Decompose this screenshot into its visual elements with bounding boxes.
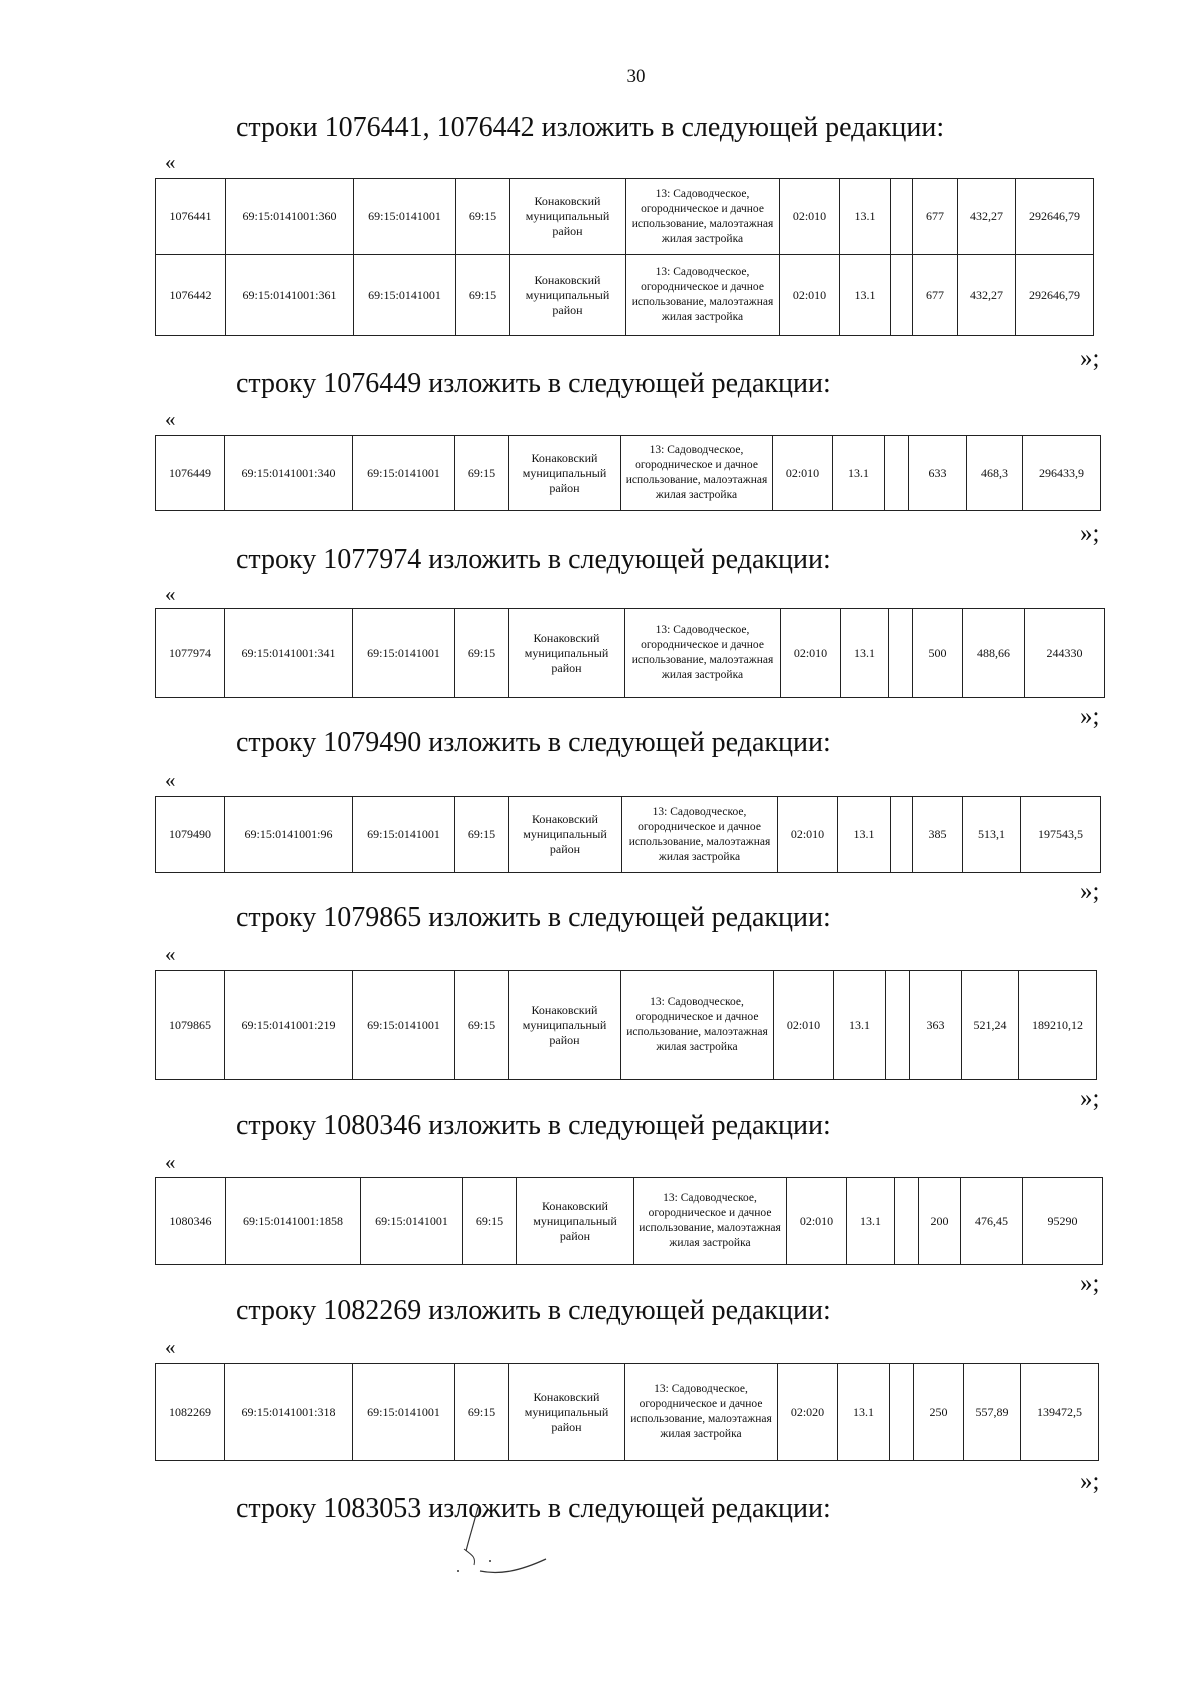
empty-cell bbox=[891, 179, 913, 255]
cadastral-value: 95290 bbox=[1023, 1178, 1103, 1265]
land-use: 13: Садоводческое, огородническое и дачное использование, малоэтажная жилая застройка bbox=[621, 971, 774, 1080]
land-use: 13: Садоводческое, огородническое и дачное использование, малоэтажная жилая застройка bbox=[626, 255, 780, 336]
section-heading: строку 1082269 изложить в следующей редакции: bbox=[236, 1295, 831, 1326]
cadastral-block: 69:15:0141001 bbox=[353, 609, 455, 698]
open-quote: « bbox=[165, 942, 176, 966]
section-heading: строку 1080346 изложить в следующей редакции: bbox=[236, 1110, 831, 1141]
cadastral-zone: 69:15 bbox=[456, 179, 510, 255]
row-number: 1079865 bbox=[156, 971, 225, 1080]
cadastral-zone: 69:15 bbox=[463, 1178, 517, 1265]
signature-scribble bbox=[450, 1505, 570, 1585]
group-code: 13.1 bbox=[834, 971, 886, 1080]
open-quote: « bbox=[165, 582, 176, 606]
area: 677 bbox=[913, 255, 958, 336]
land-use: 13: Садоводческое, огородническое и дачное использование, малоэтажная жилая застройка bbox=[621, 436, 773, 511]
area: 677 bbox=[913, 179, 958, 255]
cadastral-zone: 69:15 bbox=[455, 1364, 509, 1461]
unit-rate: 432,27 bbox=[958, 179, 1016, 255]
row-number: 1076442 bbox=[156, 255, 226, 336]
close-quote: »; bbox=[1080, 1468, 1100, 1495]
unit-rate: 468,3 bbox=[967, 436, 1023, 511]
cadastral-value: 292646,79 bbox=[1016, 179, 1094, 255]
close-quote: »; bbox=[1080, 1270, 1100, 1297]
district: Конаковский муниципальный район bbox=[517, 1178, 634, 1265]
page-number: 30 bbox=[626, 66, 646, 87]
land-use: 13: Садоводческое, огородническое и дачное использование, малоэтажная жилая застройка bbox=[625, 1364, 778, 1461]
land-use: 13: Садоводческое, огородническое и дачное использование, малоэтажная жилая застройка bbox=[634, 1178, 787, 1265]
cadastral-zone: 69:15 bbox=[456, 255, 510, 336]
cadastral-zone: 69:15 bbox=[455, 971, 509, 1080]
record-table bbox=[155, 608, 1105, 698]
row-number: 1079490 bbox=[156, 797, 225, 873]
record-table bbox=[155, 435, 1101, 511]
record-table bbox=[155, 970, 1097, 1080]
cadastral-value: 139472,5 bbox=[1021, 1364, 1099, 1461]
empty-cell bbox=[891, 797, 913, 873]
record-table bbox=[155, 1363, 1099, 1461]
cadastral-number: 69:15:0141001:219 bbox=[225, 971, 353, 1080]
row-number: 1077974 bbox=[156, 609, 225, 698]
group-code: 13.1 bbox=[841, 609, 889, 698]
record-table bbox=[155, 1177, 1103, 1265]
empty-cell bbox=[895, 1178, 919, 1265]
close-quote: »; bbox=[1080, 345, 1100, 372]
district: Конаковский муниципальный район bbox=[509, 971, 621, 1080]
land-use: 13: Садоводческое, огородническое и дачное использование, малоэтажная жилая застройка bbox=[622, 797, 778, 873]
unit-rate: 513,1 bbox=[963, 797, 1021, 873]
land-code: 02:010 bbox=[787, 1178, 847, 1265]
row-number: 1082269 bbox=[156, 1364, 225, 1461]
section-heading: строку 1076449 изложить в следующей редакции: bbox=[236, 368, 831, 399]
group-code: 13.1 bbox=[838, 797, 891, 873]
open-quote: « bbox=[165, 768, 176, 792]
area: 363 bbox=[910, 971, 962, 1080]
land-code: 02:020 bbox=[778, 1364, 838, 1461]
cadastral-block: 69:15:0141001 bbox=[354, 255, 456, 336]
table-row bbox=[156, 1178, 1103, 1265]
empty-cell bbox=[890, 1364, 914, 1461]
cadastral-block: 69:15:0141001 bbox=[353, 971, 455, 1080]
area: 200 bbox=[919, 1178, 961, 1265]
open-quote: « bbox=[165, 150, 176, 174]
section-heading: строку 1079490 изложить в следующей редакции: bbox=[236, 727, 831, 758]
cadastral-block: 69:15:0141001 bbox=[353, 436, 455, 511]
cadastral-value: 189210,12 bbox=[1019, 971, 1097, 1080]
cadastral-number: 69:15:0141001:96 bbox=[225, 797, 353, 873]
land-code: 02:010 bbox=[780, 179, 840, 255]
land-code: 02:010 bbox=[774, 971, 834, 1080]
cadastral-zone: 69:15 bbox=[455, 436, 509, 511]
cadastral-number: 69:15:0141001:318 bbox=[225, 1364, 353, 1461]
cadastral-number: 69:15:0141001:340 bbox=[225, 436, 353, 511]
table-row bbox=[156, 255, 1094, 336]
cadastral-block: 69:15:0141001 bbox=[353, 1364, 455, 1461]
close-quote: »; bbox=[1080, 878, 1100, 905]
cadastral-value: 244330 bbox=[1025, 609, 1105, 698]
cadastral-block: 69:15:0141001 bbox=[354, 179, 456, 255]
table-row bbox=[156, 971, 1097, 1080]
district: Конаковский муниципальный район bbox=[510, 255, 626, 336]
cadastral-number: 69:15:0141001:361 bbox=[226, 255, 354, 336]
section-heading: строки 1076441, 1076442 изложить в следующей редакции: bbox=[236, 112, 945, 143]
row-number: 1076441 bbox=[156, 179, 226, 255]
land-code: 02:010 bbox=[781, 609, 841, 698]
district: Конаковский муниципальный район bbox=[509, 609, 625, 698]
cadastral-number: 69:15:0141001:1858 bbox=[226, 1178, 361, 1265]
district: Конаковский муниципальный район bbox=[509, 797, 622, 873]
empty-cell bbox=[885, 436, 909, 511]
table-row bbox=[156, 179, 1094, 255]
area: 385 bbox=[913, 797, 963, 873]
district: Конаковский муниципальный район bbox=[510, 179, 626, 255]
group-code: 13.1 bbox=[838, 1364, 890, 1461]
table-row bbox=[156, 1364, 1099, 1461]
area: 500 bbox=[913, 609, 963, 698]
cadastral-zone: 69:15 bbox=[455, 609, 509, 698]
row-number: 1076449 bbox=[156, 436, 225, 511]
land-code: 02:010 bbox=[773, 436, 833, 511]
empty-cell bbox=[886, 971, 910, 1080]
district: Конаковский муниципальный район bbox=[509, 1364, 625, 1461]
unit-rate: 488,66 bbox=[963, 609, 1025, 698]
district: Конаковский муниципальный район bbox=[509, 436, 621, 511]
row-number: 1080346 bbox=[156, 1178, 226, 1265]
cadastral-block: 69:15:0141001 bbox=[353, 797, 455, 873]
table-row bbox=[156, 609, 1105, 698]
cadastral-value: 296433,9 bbox=[1023, 436, 1101, 511]
unit-rate: 476,45 bbox=[961, 1178, 1023, 1265]
cadastral-number: 69:15:0141001:360 bbox=[226, 179, 354, 255]
section-heading: строку 1077974 изложить в следующей редакции: bbox=[236, 544, 831, 575]
group-code: 13.1 bbox=[847, 1178, 895, 1265]
open-quote: « bbox=[165, 407, 176, 431]
open-quote: « bbox=[165, 1150, 176, 1174]
close-quote: »; bbox=[1080, 703, 1100, 730]
unit-rate: 557,89 bbox=[964, 1364, 1021, 1461]
record-table bbox=[155, 178, 1094, 336]
land-code: 02:010 bbox=[778, 797, 838, 873]
table-row bbox=[156, 797, 1101, 873]
record-table bbox=[155, 796, 1101, 873]
area: 633 bbox=[909, 436, 967, 511]
cadastral-value: 197543,5 bbox=[1021, 797, 1101, 873]
unit-rate: 521,24 bbox=[962, 971, 1019, 1080]
area: 250 bbox=[914, 1364, 964, 1461]
open-quote: « bbox=[165, 1335, 176, 1359]
cadastral-block: 69:15:0141001 bbox=[361, 1178, 463, 1265]
empty-cell bbox=[891, 255, 913, 336]
cadastral-value: 292646,79 bbox=[1016, 255, 1094, 336]
land-use: 13: Садоводческое, огородническое и дачное использование, малоэтажная жилая застройка bbox=[626, 179, 780, 255]
group-code: 13.1 bbox=[840, 255, 891, 336]
cadastral-zone: 69:15 bbox=[455, 797, 509, 873]
section-heading: строку 1083053 изложить в следующей редакции: bbox=[236, 1493, 831, 1524]
table-row bbox=[156, 436, 1101, 511]
group-code: 13.1 bbox=[840, 179, 891, 255]
land-code: 02:010 bbox=[780, 255, 840, 336]
unit-rate: 432,27 bbox=[958, 255, 1016, 336]
cadastral-number: 69:15:0141001:341 bbox=[225, 609, 353, 698]
land-use: 13: Садоводческое, огородническое и дачное использование, малоэтажная жилая застройка bbox=[625, 609, 781, 698]
empty-cell bbox=[889, 609, 913, 698]
group-code: 13.1 bbox=[833, 436, 885, 511]
close-quote: »; bbox=[1080, 1085, 1100, 1112]
close-quote: »; bbox=[1080, 520, 1100, 547]
section-heading: строку 1079865 изложить в следующей редакции: bbox=[236, 902, 831, 933]
